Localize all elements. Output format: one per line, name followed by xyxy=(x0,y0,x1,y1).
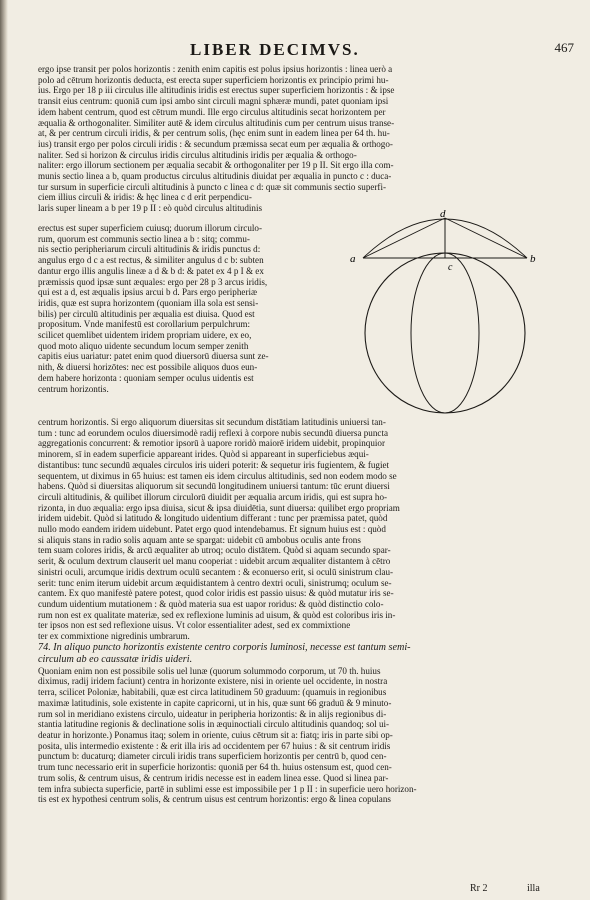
text-block-top xyxy=(38,64,560,214)
text-line: circulum ab eo caussatæ iridis uideri. xyxy=(38,653,193,665)
figure-label-c: c xyxy=(448,262,453,273)
text-line: ter ex commixtione nigredinis umbrarum. xyxy=(38,631,190,642)
text-line: scilicet quemlibet uidentem iridem propriam uidere, ex eo, xyxy=(38,330,252,341)
text-line: tum : tunc ad eorundem oculos diuersimodè radij reflexi à corpore nubis secundū diuersa puncta xyxy=(38,427,389,438)
text-line: propositum. Vnde manifestū est corollarium perpulchrum: xyxy=(38,319,250,330)
text-line: si aliquis stans in radio solis aquam ante se spargat: uidebit cū ambobus oculis ante frons xyxy=(38,534,361,545)
text-line: Quoniam enim non est possibile solis uel lunæ (quorum solummodo corporum, ut 70 th. huius xyxy=(38,665,381,676)
figure-line-bd xyxy=(445,218,527,258)
text-line: ter ipsos non est sed reflexione uisus. Vt color essentialiter adest, sed ex commixtione xyxy=(38,620,351,631)
text-line: munis sectio linea a b, quam productus circulus altitudinis diuidat per æqualia in puncto c : duca- xyxy=(38,171,392,182)
text-line: naliter: ergo illorum sectionem per æqualia secabit & orthogonaliter per 19 p II. Sit ergo illa com- xyxy=(38,160,394,171)
text-line: distantibus: tunc secundū æquales circulos iris uideri poterit: & sequetur iris fugientem, & fugiet xyxy=(38,459,390,470)
text-line: angulus ergo d c a est rectus, & similiter angulus d c b: subten xyxy=(38,255,264,266)
figure-inner-ellipse xyxy=(411,253,479,413)
text-line: at, & per centrum circuli iridis, & per centrum solis, (hęc enim sunt in eadem linea per 64 th. hu- xyxy=(38,128,390,139)
page-binding-shadow xyxy=(0,0,8,900)
text-line: rum non est ex qualitate materiæ, sed ex reflexione luminis ad uisum, & quòd est coloribus iris in- xyxy=(38,609,396,620)
text-line: naliter. Sed si horizon & circulus iridis circulus altitudinis iridis per æqualia & orthogo- xyxy=(38,149,357,160)
text-line: nis sectio peripheriarum circuli altitudinis & iridis punctus d: xyxy=(38,244,261,255)
text-line: trum tunc necessario erit in superficie horizontis: quoniā per 64 th. huius ostensum est, quod cen- xyxy=(38,762,392,773)
text-line: trum solis, & centrum uisus, & centrum iridis necesse est in eadem linea esse. Quod si linea par- xyxy=(38,772,389,783)
text-line: tem suam colores iridis, & arcū æqualiter ab utroq; oculo distātem. Quòd si aquam secundo spar- xyxy=(38,545,391,556)
text-line: qui est a d, est æqualis ipsius arcui b d. Pars ergo peripheriæ xyxy=(38,287,258,298)
text-line: 74. In aliquo puncto horizontis existente centro corporis luminosi, necesse est tantum semi- xyxy=(38,641,411,653)
figure-outer-circle xyxy=(365,253,525,413)
text-line: idem habent centrum, quod est cētrum mundi. Ille ergo circulus altitudinis secat horizontem per xyxy=(38,106,386,117)
text-line: minorem, sī in eadem superficie appareant irides. Quòd si appareant in superficiebus æqui- xyxy=(38,449,369,460)
figure-label-b: b xyxy=(530,253,536,265)
text-line: posita, ulis intermedio existente : & erit illa iris ad occidentem per 67 huius : & sit centrum iridis xyxy=(38,740,391,751)
geometric-figure xyxy=(340,210,560,420)
text-line: tem infra subiecta superficie, partē in sublimi esse est impossibile per 1 p II : in superficie uero horizon- xyxy=(38,783,417,794)
text-line: diximus, radij iridem faciunt) centra in horizonte existere, nisi in oriente uel occidente, in nostra xyxy=(38,676,388,687)
text-line: erectus est super superficiem cuiusq; duorum illorum circulo- xyxy=(38,223,262,233)
signature-mark: Rr 2 xyxy=(470,883,488,894)
figure-line-ad xyxy=(363,218,445,258)
text-line: dantur ergo illis angulis lineæ a d & b d: & patet ex 4 p I & ex xyxy=(38,265,264,276)
text-line: quod moto aliquo uidente secundum locum semper zenith xyxy=(38,340,249,351)
text-line: serit: tunc enim iterum uidebit arcum æquidistantem à centro dextri oculi, sinistrumq; oculum se- xyxy=(38,577,392,588)
text-line: ius) transit ergo per polos circuli iridis : & secundum præmissa secat eum per æqualia & orthogo- xyxy=(38,138,393,149)
text-block-beside-figure xyxy=(38,223,353,394)
text-block-middle xyxy=(38,417,560,805)
text-line: cantem. Ex quo manifestè patere potest, quod color iridis est passio uisus: & quòd mutatur iris se- xyxy=(38,588,394,599)
text-line: præmissis quod ipsæ sunt æquales: ergo per 28 p 3 arcus iridis, xyxy=(38,276,268,287)
text-line: habens. Quòd si diuersitas aliquorum sit secundū longitudinem uniuersi tantum: tūc erunt diuersi xyxy=(38,481,390,492)
figure-label-d: d xyxy=(440,210,446,220)
text-line: dem habere horizonta : quoniam semper oculus uidentis est xyxy=(38,372,254,383)
text-line: rizonta, in duo æqualia: ergo ipsa diuisa, sicut & ipsa diuidētia, sunt diuersa: quilibet ergo propriam xyxy=(38,502,400,513)
text-line: circuli altitudinis, & quilibet illorum circulorū diuidit per æqualia arcum iridis, qui est supra ho- xyxy=(38,491,388,502)
text-line: sinistri oculi, arcumque iridis dextrum oculū secantem : & econuerso erit, si oculū sinistrum clau- xyxy=(38,566,394,577)
text-line: iridis, quæ est supra horizontem (quoniam illa sola est sensi- xyxy=(38,297,259,308)
text-line: ius. Ergo per 18 p iii circulus ille altitudinis iridis est erectus super superficiem horizontis : & ipse xyxy=(38,85,395,96)
text-line: iridem uidebit. Quòd si latitudo & longitudo uidentium differant : tunc per præmissa patet, quòd xyxy=(38,513,388,524)
text-line: punctum b: ducaturq; diameter circuli iridis trans superficiem horizontis per centrū b, quod cen- xyxy=(38,751,387,762)
text-line: maximæ latitudinis, sole existente in capite capricorni, ut in his, quæ sunt 66 graduū & 9 minuto- xyxy=(38,697,392,708)
text-line: æqualia & orthogonaliter. Similiter autē & idem circulus altitudinis cum per centrum uisus transe- xyxy=(38,117,395,128)
text-line: laris super lineam a b per 19 p II : eò quòd circulus altitudinis xyxy=(38,203,263,214)
text-line: capitis eius uariatur: patet enim quod diuersorū diuersa sunt ze- xyxy=(38,351,269,362)
text-line: tis est ex hypothesi centrum solis, & centrum uisus est centrum horizontis: ergo & linea copulans xyxy=(38,794,391,805)
running-title: LIBER DECIMVS. xyxy=(190,40,360,59)
text-line: nullo modo eandem iridem uidebunt. Patet ergo quod intendebamus. Et signum huius est : quòd xyxy=(38,524,386,535)
text-line: nith, & diuersi horizōtes: nec est possibile aliquos duos eun- xyxy=(38,362,258,373)
catchword: illa xyxy=(527,883,540,894)
text-line: ergo ipse transit per polos horizontis : zenith enim capitis est polus ipsius horizontis : linea uerò a xyxy=(38,64,393,74)
text-line: cundum uidentium mutationem : & quòd materia sua est uapor roridus: & quòd distinctio colo- xyxy=(38,598,384,609)
figure-label-a: a xyxy=(350,253,356,265)
text-line: terra, scilicet Poloniæ, habitabili, quæ est circa latitudinem 50 graduum: (quamuis in regionibus xyxy=(38,687,387,698)
text-line: sequentem, ut diximus in 65 huius: est tamen eis idem circulus altitudinis, sed non eodem modo se xyxy=(38,470,397,481)
text-line: transit eius centrum: quoniā cum ipsi ambo sint circuli magni sphæræ mundi, patet quoniam ipsi xyxy=(38,96,389,107)
text-line: ciem illius circuli & iridis: & hęc linea c d erit perpendicu- xyxy=(38,192,252,203)
paragraph-proof-74 xyxy=(38,666,560,805)
text-line: serit, & oculum dextrum clauserit uel manu cooperiat : uidebit arcum æqualiter distantem à cētro xyxy=(38,556,391,567)
text-line: tur sursum in superficie circuli altitudinis à puncto c linea c d: quæ sit communis sectio superfi- xyxy=(38,181,387,192)
text-line: aggregationis concurrent: & remotior ipsorū à uapore roridò maiorē iridem uidebit, propinquior xyxy=(38,438,385,449)
text-line: rum sol in meridiano existens circulo, uideatur in peripheria horizontis: & in alijs regionibus di- xyxy=(38,708,387,719)
page-number: 467 xyxy=(554,40,574,55)
text-line: centrum horizontis. Si ergo aliquorum diuersitas sit secundum distātiam latitudinis uniuersi tan- xyxy=(38,417,386,427)
paragraph-corollary xyxy=(38,417,560,642)
text-line: centrum horizontis. xyxy=(38,383,109,394)
proposition-74 xyxy=(38,642,560,666)
text-line: polo ad cētrum horizontis deducta, est erecta super superficiem horizontis ex principio primi hu- xyxy=(38,74,389,85)
text-line: bilis) per circulū altitudinis per æqualia est diuisa. Quod est xyxy=(38,308,255,319)
text-line: deatur in horizonte.) Ponamus itaq; solem in oriente, cuius cētrum sit a: fiatq; iris in parte sibi op- xyxy=(38,729,393,740)
text-line: rum, quorum est communis sectio linea a b : sitq; commu- xyxy=(38,233,250,244)
running-header xyxy=(0,40,590,60)
text-line: stantia latitudine regionis & declinatione solis in æquinoctiali circulo altitudinis quandoq; sol ui- xyxy=(38,719,390,730)
